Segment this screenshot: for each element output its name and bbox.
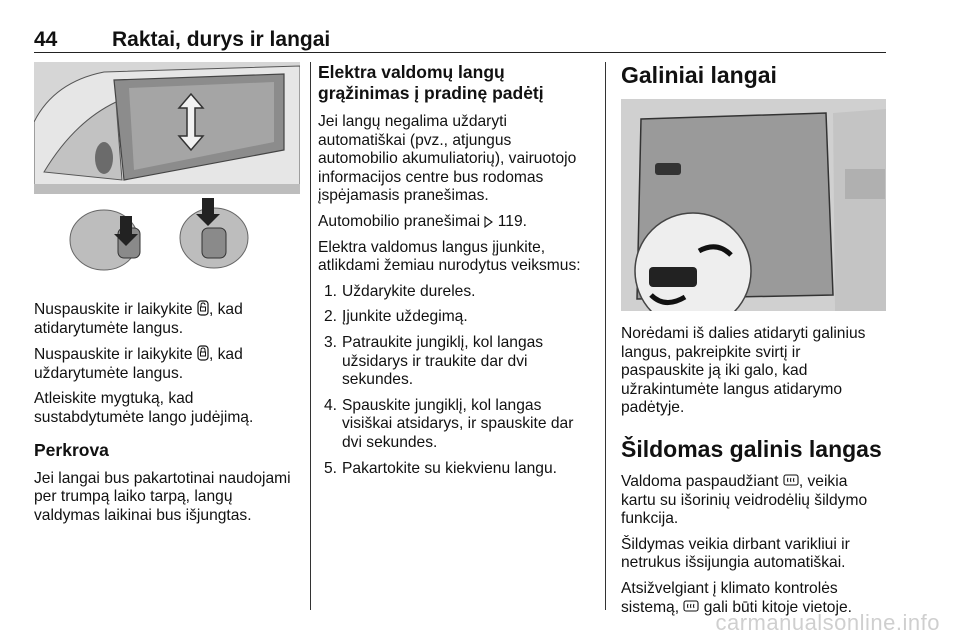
- paragraph-activate: Elektra valdomus langus įjunkite, atlikdami žemiau nurodytus veiksmus:: [318, 238, 581, 275]
- rear-defrost-icon: [783, 474, 799, 488]
- heading-rear-windows: Galiniai langai: [621, 62, 777, 88]
- key-unlock-icon: [197, 300, 209, 316]
- rear-defrost-icon: [683, 600, 699, 614]
- list-item: 1. Uždarykite dureles.: [324, 282, 476, 300]
- paragraph-climate-location: Atsižvelgiant į klimato kontrolės sistemą, gali būti kitoje vietoje.: [621, 579, 852, 616]
- steps-list: [318, 283, 590, 478]
- paragraph-vehicle-messages: Automobilio pranešimai 119.: [318, 212, 527, 230]
- page-header: [34, 28, 886, 53]
- heading-heated-rear-window: Šildomas galinis langas: [621, 435, 882, 462]
- paragraph-stop-movement: Atleiskite mygtuką, kad sustabdytumėte lango judėjimą.: [34, 390, 254, 426]
- watermark: carmanualsonline.info: [715, 610, 940, 635]
- key-fob-illustration: [34, 198, 300, 286]
- heading-window-reset: Elektra valdomų langų grąžinimas į pradinę padėtį: [318, 62, 544, 103]
- running-title: Raktai, durys ir langai: [112, 28, 331, 51]
- heading-overload: Perkrova: [34, 439, 109, 460]
- page-ref-triangle-icon: [484, 216, 493, 228]
- column-divider-1: [310, 62, 311, 610]
- rear-window-illustration: [621, 99, 886, 311]
- list-item: 2. Įjunkite uždegimą.: [324, 308, 468, 326]
- paragraph-open-windows: Nuspauskite ir laikykite , kad atidarytumėte langus.: [34, 301, 243, 337]
- column-3: [621, 62, 886, 624]
- column-divider-2: [605, 62, 606, 610]
- column-2: [318, 62, 590, 485]
- list-item: 5. Pakartokite su kiekvienu langu.: [324, 459, 557, 477]
- paragraph-heated-operation: Šildymas veikia dirbant varikliui ir netrukus išsijungia automatiškai.: [621, 535, 850, 572]
- paragraph-close-windows: Nuspauskite ir laikykite , kad uždarytumėte langus.: [34, 346, 243, 382]
- paragraph-overload: Jei langai bus pakartotinai naudojami per trumpą laiko tarpą, langų valdymas laikinai bus išjungtas.: [34, 469, 291, 524]
- window-illustration: [34, 62, 300, 194]
- list-item: 4. Spauskite jungiklį, kol langas visiškai atsidarys, ir spauskite dar dvi sekundes.: [324, 396, 574, 451]
- paragraph-heated-control: Valdoma paspaudžiant , veikia kartu su išorinių veidrodėlių šildymo funkcija.: [621, 472, 868, 528]
- list-item: 3. Patraukite jungiklį, kol langas užsidarys ir traukite dar dvi sekundes.: [324, 333, 544, 389]
- page-number: 44: [34, 28, 58, 51]
- paragraph-rear-windows: Norėdami iš dalies atidaryti galinius langus, pakreipkite svirtį ir paspauskite ją iki galo, kad užrakintumėte langus atidarymo padėtyje.: [621, 325, 866, 417]
- key-lock-icon: [197, 345, 209, 361]
- paragraph-reset-intro: Jei langų negalima uždaryti automatiškai (pvz., atjungus automobilio akumuliatorių), vairuotojo informacijos centre bus rodomas įspėjamasis pranešimas.: [318, 113, 577, 205]
- column-1: [34, 62, 300, 532]
